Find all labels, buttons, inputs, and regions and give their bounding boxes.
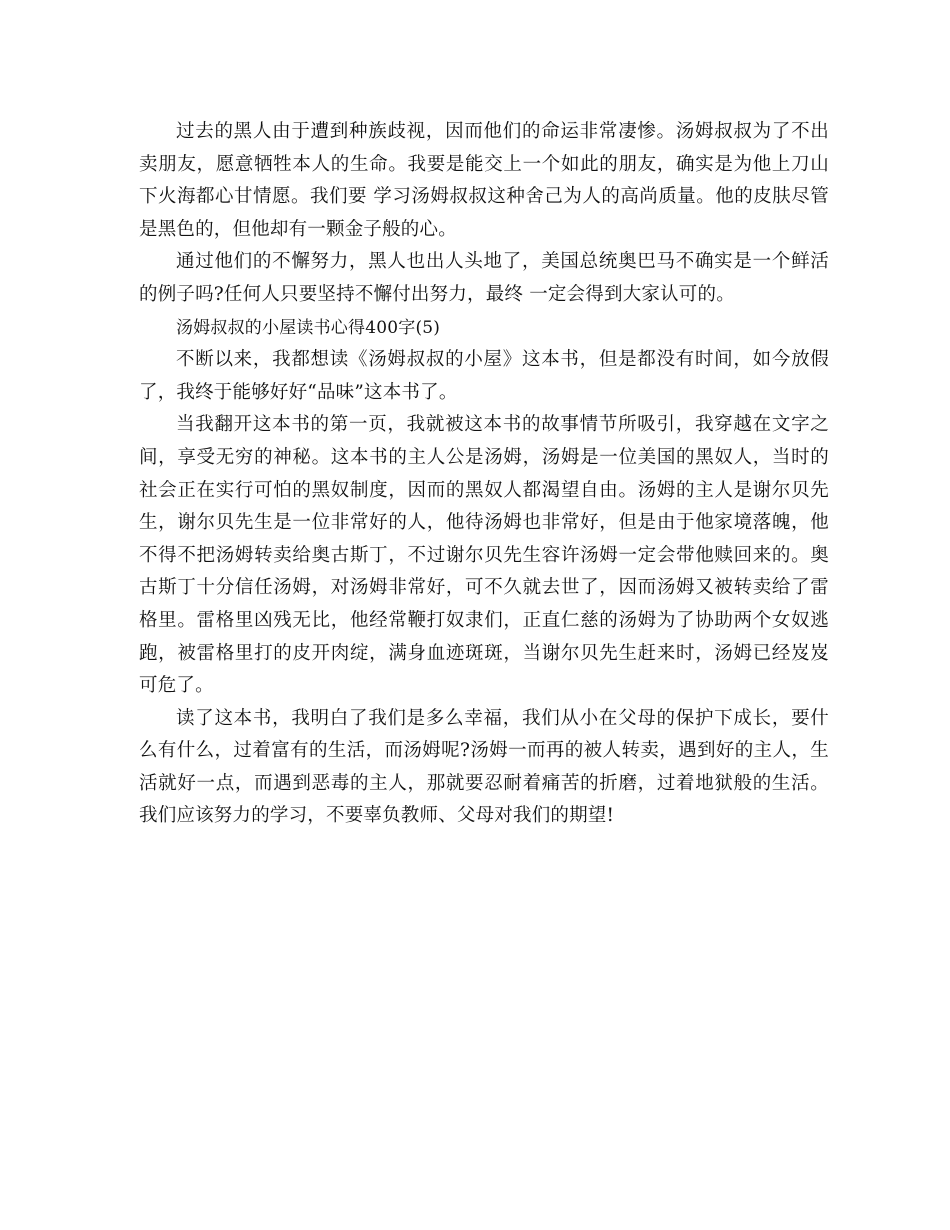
paragraph-racial-discrimination: 过去的黑人由于遭到种族歧视，因而他们的命运非常凄惨。汤姆叔叔为了不出卖朋友，愿意牺牲本人的生命。我要是能交上一个如此的朋友，确实是为他上刀山下火海都心甘情愿。我们要 学习汤姆叔叔这种舍己为人的高尚质量。他的皮肤尽管是黑色的，但他却有一颗金子般的心。 xyxy=(139,121,829,240)
paragraph-story-summary: 当我翻开这本书的第一页，我就被这本书的故事情节所吸引，我穿越在文字之间，享受无穷的神秘。这本书的主人公是汤姆，汤姆是一位美国的黑奴人，当时的社会正在实行可怕的黑奴制度，因而的黑奴人都渴望自由。汤姆的主人是谢尔贝先生，谢尔贝先生是一位非常好的人，他待汤姆也非常好，但是由于他家境落魄，他不得不把汤姆转卖给奥古斯丁，不过谢尔贝先生容许汤姆一定会带他赎回来的。奥古斯丁十分信任汤姆，对汤姆非常好，可不久就去世了，因而汤姆又被转卖给了雷格里。雷格里凶残无比，他经常鞭打奴隶们，正直仁慈的汤姆为了协助两个女奴逃跑，被雷格里打的皮开肉绽，满身血迹斑斑，当谢尔贝先生赶来时，汤姆已经岌岌可危了。 xyxy=(139,414,829,697)
paragraph-obama-example: 通过他们的不懈努力，黑人也出人头地了，美国总统奥巴马不确实是一个鲜活的例子吗?任何人只要坚持不懈付出努力，最终 一定会得到大家认可的。 xyxy=(139,251,829,305)
paragraph-reading-intro: 不断以来，我都想读《汤姆叔叔的小屋》这本书，但是都没有时间，如今放假了，我终于能够好好“品味”这本书了。 xyxy=(139,349,829,403)
section-heading: 汤姆叔叔的小屋读书心得400字(5) xyxy=(176,317,441,338)
document-body xyxy=(139,116,829,833)
paragraph-reflection: 读了这本书，我明白了我们是多么幸福，我们从小在父母的保护下成长，要什么有什么，过着富有的生活，而汤姆呢?汤姆一而再的被人转卖，遇到好的主人，生活就好一点，而遇到恶毒的主人，那就要忍耐着痛苦的折磨，过着地狱般的生活。我们应该努力的学习，不要辜负教师、父母对我们的期望! xyxy=(139,707,829,827)
